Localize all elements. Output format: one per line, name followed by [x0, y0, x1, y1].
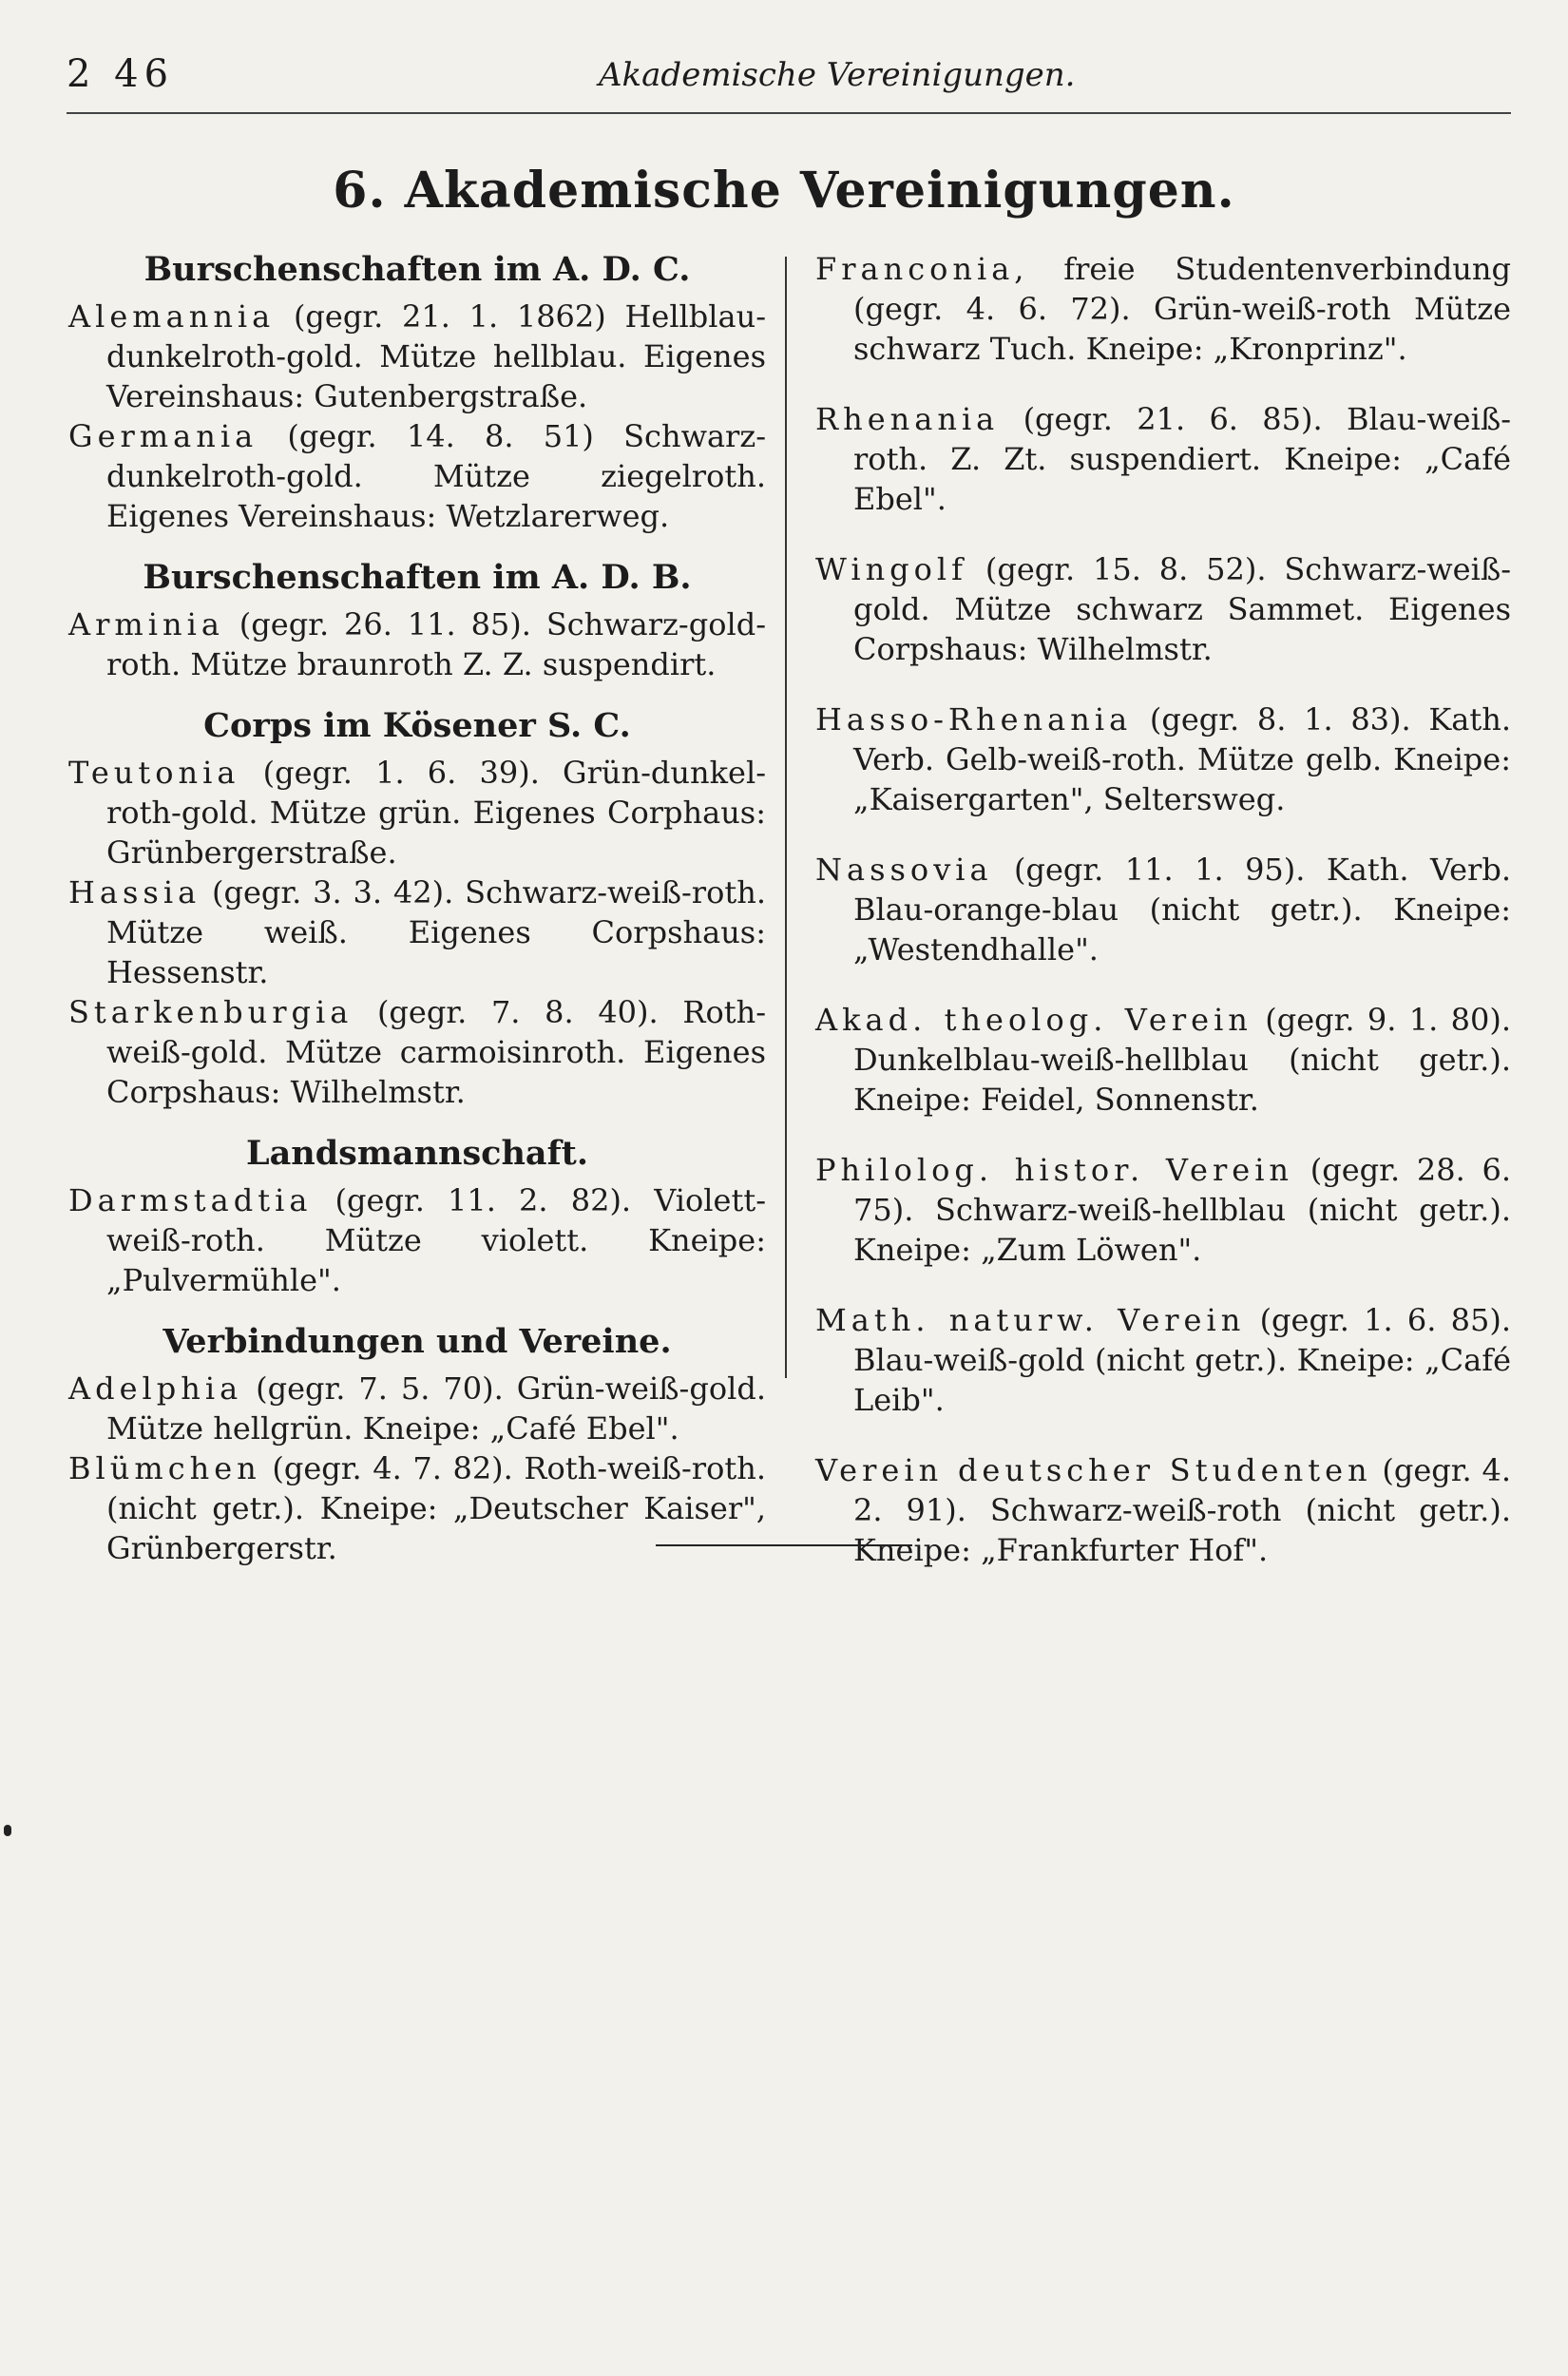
entry-text: (gegr. 9. 1. 80). Dunkelblau-weiß-hellblau (nicht getr.). Kneipe: Feidel, Sonnenstr. [853, 1002, 1511, 1118]
entry-name: Math. naturw. Verein [815, 1302, 1246, 1338]
entry [68, 416, 766, 536]
entry [815, 1150, 1511, 1270]
entry-text: (gegr. 1. 6. 85). Blau-weiß-gold (nicht getr.). Kneipe: „Café Leib". [853, 1302, 1512, 1418]
entry-text: (gegr. 28. 6. 75). Schwarz-weiß-hellblau (nicht getr.). Kneipe: „Zum Löwen". [853, 1152, 1511, 1268]
entry-name: Teutonia [68, 755, 240, 791]
left-column [68, 249, 766, 1568]
entry-name: Rhenania [815, 401, 1000, 437]
entry-name: Akad. theolog. Verein [815, 1002, 1252, 1038]
entry [815, 549, 1511, 669]
entry [68, 297, 766, 416]
running-title: Akademische Vereinigungen. [599, 56, 1076, 94]
section-heading: Landsmannschaft. [245, 1134, 589, 1173]
entry-name: Hasso-Rhenania [815, 701, 1133, 738]
entry [68, 604, 766, 684]
entry-text: (gegr. 7. 5. 70). Grün-weiß-gold. Mütze hellgrün. Kneipe: „Café Ebel". [106, 1370, 766, 1447]
entry-text: (gegr. 8. 1. 83). Kath. Verb. Gelb-weiß-roth. Mütze gelb. Kneipe: „Kaisergarten", Seltersweg. [853, 701, 1511, 817]
entry-name: Blümchen [68, 1450, 261, 1486]
entry [68, 1180, 766, 1300]
entry-text: (gegr. 15. 8. 52). Schwarz-weiß-gold. Mütze schwarz Sammet. Eigenes Corpshaus: Wilhelmstr. [853, 551, 1511, 667]
entry [68, 1369, 766, 1448]
entry-name: Nassovia [815, 852, 993, 888]
entry [815, 1000, 1511, 1120]
entry [815, 249, 1511, 369]
entry [815, 1300, 1511, 1420]
entry-text: (gegr. 11. 1. 95). Kath. Verb. Blau-orange-blau (nicht getr.). Kneipe: „Westendhalle". [853, 852, 1511, 968]
entry-name: Adelphia [68, 1370, 243, 1407]
page-number: 2 46 [67, 52, 175, 96]
entry-text: (gegr. 7. 8. 40). Roth-weiß-gold. Mütze carmoisinroth. Eigenes Corpshaus: Wilhelmstr. [106, 994, 766, 1110]
section-heading: Verbindungen und Vereine. [163, 1322, 672, 1361]
entry-name: Arminia [68, 606, 224, 642]
entry-name: Wingolf [815, 551, 967, 587]
entry [815, 1450, 1511, 1570]
entry [68, 872, 766, 992]
entry-name: Germania [68, 418, 258, 454]
column-divider [785, 257, 787, 1378]
entry [815, 850, 1511, 969]
section-heading: Burschenschaften im A. D. B. [143, 558, 692, 597]
entry [815, 699, 1511, 819]
entry-text: (gegr. 3. 3. 42). Schwarz-weiß-roth. Mütze weiß. Eigenes Corpshaus: Hessenstr. [106, 874, 766, 990]
entry [68, 753, 766, 872]
entry-text: (gegr. 21. 6. 85). Blau-weiß-roth. Z. Zt. suspendiert. Kneipe: „Café Ebel". [853, 401, 1511, 517]
entry-text: (gegr. 26. 11. 85). Schwarz-gold-roth. Mütze braunroth Z. Z. suspendirt. [106, 606, 766, 682]
entry-text: , freie Studentenverbindung (gegr. 4. 6. 72). Grün-weiß-roth Mütze schwarz Tuch. Kneipe: „Kronprinz". [853, 251, 1511, 367]
section-heading: Corps im Kösener S. C. [203, 706, 631, 745]
section-heading: Burschenschaften im A. D. C. [143, 250, 691, 289]
entry [815, 399, 1511, 519]
scan-mark [4, 1825, 11, 1836]
entry [68, 1448, 766, 1568]
right-column [815, 249, 1511, 1600]
chapter-title: 6. Akademische Vereinigungen. [333, 162, 1235, 220]
entry-name: Alemannia [68, 298, 276, 335]
running-head [67, 52, 1511, 109]
closing-rule [656, 1544, 912, 1546]
entry-name: Darmstadtia [68, 1182, 313, 1218]
entry-name: Verein deutscher Studenten [815, 1452, 1372, 1488]
entry-name: Hassia [68, 874, 201, 910]
entry-name: Starkenburgia [68, 994, 354, 1030]
entry-text: (gegr. 21. 1. 1862) Hellblau-dunkelroth-gold. Mütze hellblau. Eigenes Vereinshaus: Gutenbergstraße. [106, 298, 766, 414]
entry-name: Philolog. histor. Verein [815, 1152, 1294, 1188]
entry [68, 992, 766, 1112]
entry-text: (gegr. 11. 2. 82). Violett-weiß-roth. Mütze violett. Kneipe: „Pulvermühle". [106, 1182, 766, 1298]
header-rule [67, 112, 1511, 114]
entry-name: Franconia [815, 251, 1015, 287]
entry-text: (gegr. 1. 6. 39). Grün-dunkel-roth-gold. Mütze grün. Eigenes Corphaus: Grünbergerstraße. [106, 755, 766, 871]
entry-text: (gegr. 4. 2. 91). Schwarz-weiß-roth (nicht getr.). Kneipe: „Frankfurter Hof". [853, 1452, 1511, 1568]
entry-text: (gegr. 4. 7. 82). Roth-weiß-roth. (nicht getr.). Kneipe: „Deutscher Kaiser", Grünbergerstr. [106, 1450, 766, 1566]
entry-text: (gegr. 14. 8. 51) Schwarz-dunkelroth-gold. Mütze ziegelroth. Eigenes Vereinshaus: Wetzlarerweg. [106, 418, 766, 534]
